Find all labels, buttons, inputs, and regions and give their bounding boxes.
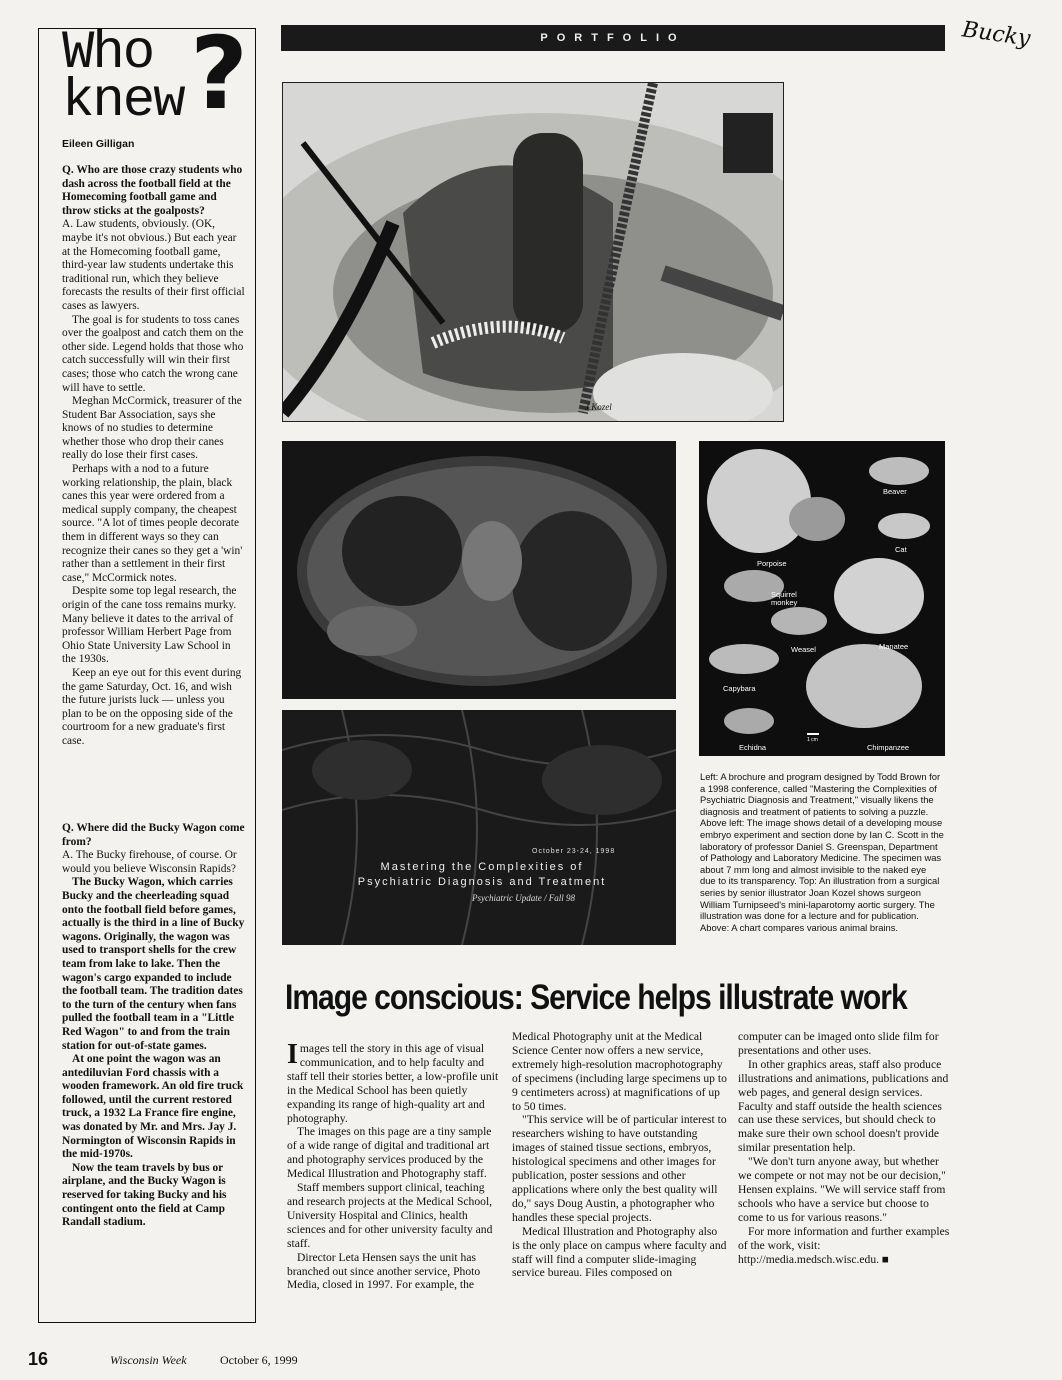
issue-date: October 6, 1999	[220, 1353, 298, 1367]
story-paragraph: Despite some top legal research, the origin of the cane toss remains murky. Many believe it dates to the arrival of professor William Herbert Page from Ohio State University Law School in the 1930s.	[62, 585, 237, 666]
brain-label-echidna: Echidna	[739, 743, 767, 752]
brochure-date: October 23-24, 1998	[532, 848, 616, 855]
article-paragraph: "This service will be of particular interest to researchers wishing to have outstanding images of stained tissue sections, embryos, histological specimens and other images for publication, poster sessions and other applications where only the best quality will do," says Doug Austin, a photographer who handles these special projects.	[512, 1113, 727, 1224]
brochure-title-line-1: Mastering the Complexities of	[380, 861, 584, 873]
sidebar-story-2	[62, 822, 247, 1230]
story-paragraph: A. The Bucky firehouse, of course. Or would you believe Wisconsin Rapids?	[62, 849, 237, 875]
article-paragraph: The images on this page are a tiny sample of a wide range of digital and traditional art and photography services produced by the Medical Illustration and Photography staff.	[287, 1125, 492, 1181]
story-paragraph: Meghan McCormick, treasurer of the Student Bar Association, says she knows of no studies to determine whether those who drop their canes really do lose their first cases.	[62, 395, 242, 462]
story-paragraph: A. Law students, obviously. (OK, maybe it's not obvious.) But each year at the Homecoming football game, third-year law students undertake this traditional run, which they believe forecasts the results of their first official cases as lawyers.	[62, 218, 245, 312]
article-paragraph: Staff members support clinical, teaching and research projects at the Medical School, University Hospital and Clinics, health sciences and for other university faculty and staff.	[287, 1181, 493, 1250]
brain-label-beaver: Beaver	[883, 487, 907, 496]
brain-label-porpoise: Porpoise	[757, 559, 787, 568]
story-paragraph: The Bucky Wagon, which carries Bucky and the cheerleading squad onto the football field before games, actually is the third in a line of Bucky wagons. Originally, the wagon was used to transport shells for the crew team from lake to lake. Then the wagon's cargo expanded to include the football team. The tradition dates to the turn of the century when fans pulled the football team in a "Little Red Wagon" to and from the train station for out-of-state games.	[62, 876, 245, 1052]
article-paragraph: Medical Illustration and Photography also is the only place on campus where faculty and staff will find a computer slide-imaging service bureau. Files composed on	[512, 1224, 727, 1280]
brain-label-squirrel-monkey: Squirrel monkey	[771, 590, 798, 607]
photo-caption: Left: A brochure and program designed by Todd Brown for a 1998 conference, called "Mastering the Complexities of Psychiatric Diagnosis and Treatment," visually likens the diagnosis and treatment of patients to solving a puzzle. Above left: The image shows detail of a developing mouse embryo experiment and section done by Ian C. Scott in the laboratory of professor Daniel S. Greenspan, Department of Pathology and Laboratory Medicine. The specimen was about 7 mm long and almost invisible to the naked eye due to its transparency. Top: An illustration from a surgical series by senior illustrator Joan Kozel shows surgeon William Turnipseed's mini-laparotomy aortic surgery. The illustration was done for a lecture and for publication. Above: A chart compares various animal brains.	[700, 771, 944, 933]
brochure-title-line-2: Psychiatric Diagnosis and Treatment	[357, 876, 607, 888]
sidebar-title-word: knew	[62, 71, 184, 132]
page-number: 16	[28, 1349, 49, 1369]
publication-name: Wisconsin Week	[110, 1353, 187, 1367]
article-column-3	[738, 1030, 953, 1266]
surgery-illustration-drawing	[283, 83, 783, 421]
drop-cap: I	[287, 1039, 298, 1070]
question-mark: ?	[190, 15, 249, 132]
story-paragraph: The goal is for students to toss canes over the goalpost and catch them on the other side. Legend holds that those who catch successfully will win their first cases; those who catch the wrong cane will have to settle.	[62, 313, 244, 394]
brain-comparison-graphic	[699, 441, 945, 756]
section-banner: PORTFOLIO	[281, 25, 945, 51]
story-paragraph: Now the team travels by bus or airplane, and the Bucky Wagon is reserved for taking Bucky and his contingent onto the field at Camp Randall stadium.	[62, 1161, 227, 1229]
article-paragraph: For more information and further examples of the work, visit: http://media.medsch.wisc.edu. ■	[738, 1224, 950, 1266]
handwritten-note: Bucky	[960, 17, 1032, 52]
sidebar-title	[62, 23, 192, 132]
brochure-puzzle-graphic	[282, 710, 676, 945]
brain-label-capybara: Capybara	[723, 684, 756, 693]
brochure-title	[342, 860, 622, 890]
brain-label-manatee: Manatee	[879, 642, 909, 651]
story-paragraph: At one point the wagon was an antediluvian Ford chassis with a wooden framework. An old fire truck followed, until the current restored truck, a 1932 La France fire engine, was donated by Mr. and Mrs. Jay J. Normington of Wisconsin Rapids in the mid-1970s.	[62, 1053, 244, 1161]
embryo-photo	[282, 441, 676, 699]
article-headline: Image conscious: Service helps illustrate work	[285, 978, 907, 1017]
article-paragraph: Director Leta Hensen says the unit has branched out since another service, Photo Media, closed in 1997. For example, the	[287, 1250, 481, 1292]
brain-comparison-chart	[699, 441, 945, 756]
brain-label-weasel: Weasel	[791, 645, 816, 654]
article-paragraph: In other graphics areas, staff also produce illustrations and animations, publications and web pages, and general design services. Faculty and staff outside the health sciences can use these services, but should check to make sure their own school doesn't provide similar presentation help.	[738, 1057, 949, 1155]
sidebar-title-word: Who	[62, 23, 154, 84]
surgery-signature: J.Kozel	[585, 402, 612, 412]
surgery-illustration	[282, 82, 784, 422]
brain-label-chimpanzee: Chimpanzee	[867, 743, 910, 752]
sidebar-story-1	[62, 164, 247, 749]
article-paragraph: Medical Photography unit at the Medical Science Center now offers a new service, extremely high-resolution macrophotography of specimens (including large specimens up to 9 centimeters across) at magnifications of up to 50 times.	[512, 1030, 727, 1113]
brochure-photo	[282, 710, 676, 945]
article-column-1	[287, 1039, 502, 1292]
story-paragraph: Q. Where did the Bucky Wagon come from?	[62, 822, 245, 848]
scale-bar-label: 1 cm	[807, 737, 818, 743]
story-paragraph: Perhaps with a nod to a future working relationship, the plain, black canes this year were ordered from a medical supply company, the cheapest source. "A lot of times people decorate them in different ways so they can recognize their canes so they get a 'win' rather than a settlement in their first case," McCormick notes.	[62, 463, 243, 584]
article-paragraph: "We don't turn anyone away, but whether we compete or not may not be our decision," Hensen explains. "We will service staff from schools who have a service but choose to come to us for various reasons."	[738, 1155, 946, 1224]
byline: Eileen Gilligan	[62, 138, 135, 150]
embryo-photo-graphic	[282, 441, 676, 699]
story-paragraph: Q. Who are those crazy students who dash across the football field at the Homecoming football game and throw sticks at the goalposts?	[62, 164, 243, 217]
brain-label-cat: Cat	[895, 545, 907, 554]
article-paragraph: computer can be imaged onto slide film for presentations and other uses.	[738, 1030, 939, 1057]
brochure-signature: Psychiatric Update / Fall 98	[472, 893, 575, 903]
article-column-2	[512, 1030, 727, 1280]
story-paragraph: Keep an eye out for this event during the game Saturday, Oct. 16, and wish the future jurists luck — unless you plan to be on the opposing side of the courtroom for a new graduate's first case.	[62, 666, 242, 747]
article-paragraph: Images tell the story in this age of visual communication, and to help faculty and staff tell their stories better, a low-profile unit in the Medical School has been quietly expanding its range of high-quality art and photography.	[287, 1039, 499, 1125]
